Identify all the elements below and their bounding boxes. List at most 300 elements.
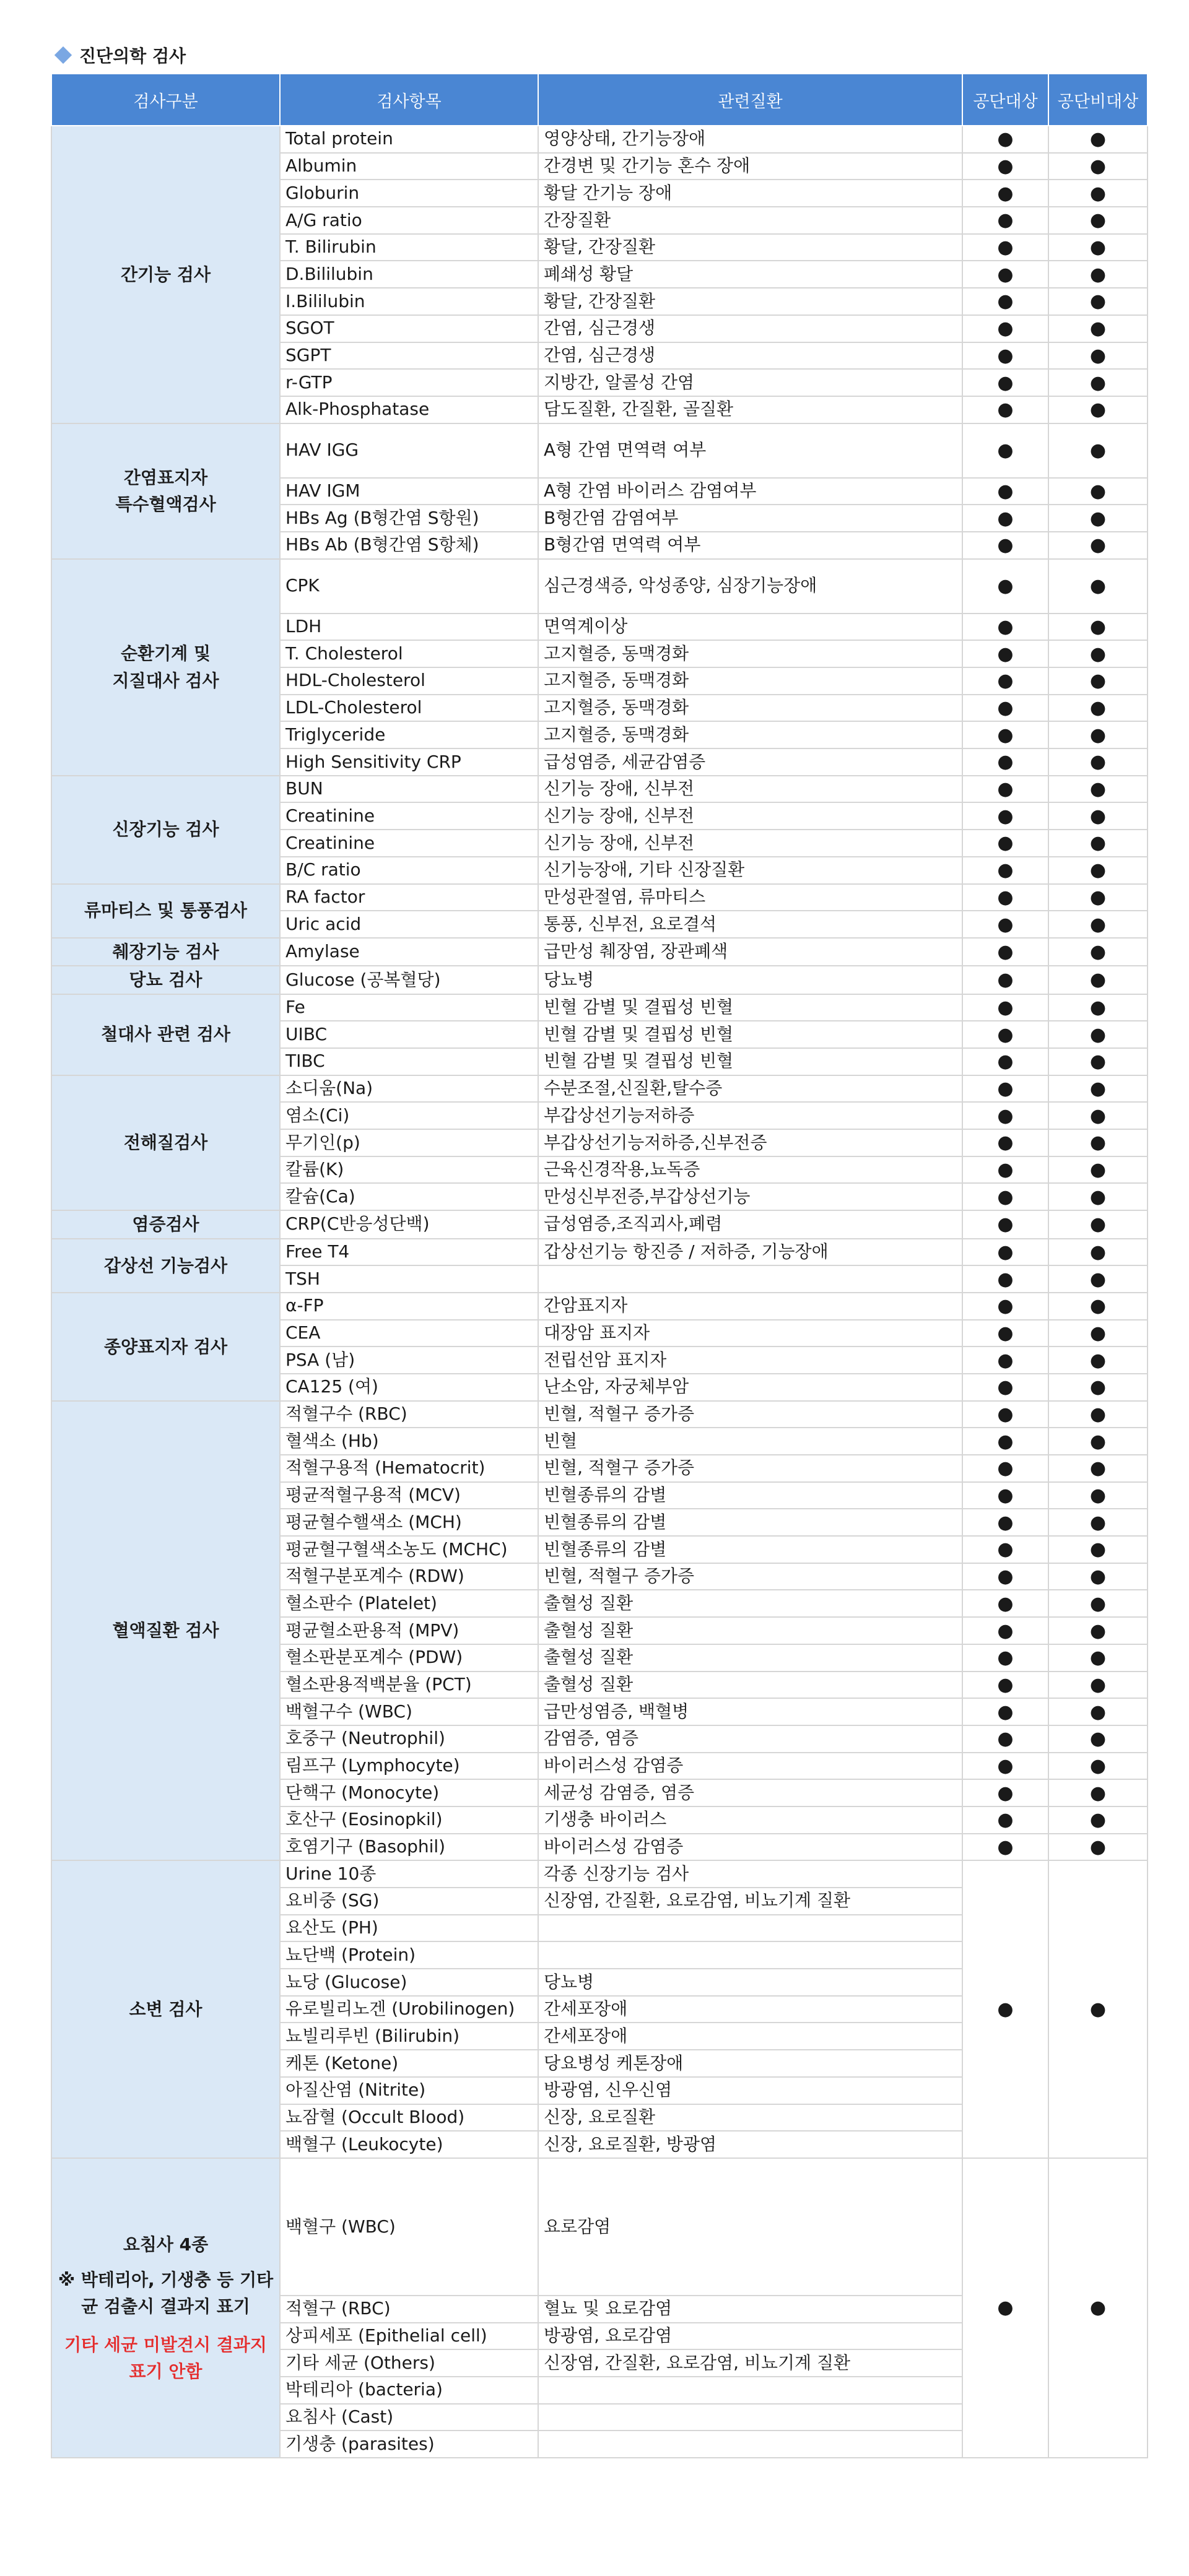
covered-dot: ●: [962, 532, 1048, 559]
not-covered-dot: ●: [1048, 1048, 1148, 1075]
not-covered-dot: ●: [1048, 1320, 1148, 1347]
related-disease: 각종 신장기능 검사: [538, 1860, 962, 1888]
exam-table: [51, 73, 1148, 2458]
exam-item: Free T4: [280, 1239, 538, 1266]
covered-dot: ●: [962, 1021, 1048, 1048]
covered-dot: ●: [962, 1834, 1048, 1861]
not-covered-dot: ●: [1048, 1183, 1148, 1210]
not-covered-dot: ●: [1048, 369, 1148, 396]
covered-dot: ●: [962, 1048, 1048, 1075]
exam-item: 단핵구 (Monocyte): [280, 1779, 538, 1806]
covered-dot: ●: [962, 1183, 1048, 1210]
not-covered-dot: ●: [1048, 1347, 1148, 1374]
table-row: [51, 1239, 1148, 1266]
category-cell: [51, 559, 280, 776]
exam-item: HBs Ab (B형간염 S항체): [280, 532, 538, 559]
exam-item: 칼륨(K): [280, 1156, 538, 1184]
related-disease: [538, 1265, 962, 1293]
covered-dot: ●: [962, 369, 1048, 396]
exam-item: I.Bililubin: [280, 288, 538, 315]
exam-item: 기타 세균 (Others): [280, 2349, 538, 2377]
covered-dot: ●: [962, 1753, 1048, 1780]
covered-dot: ●: [962, 1401, 1048, 1428]
category-cell: [51, 1860, 280, 2158]
related-disease: 신장염, 간질환, 요로감염, 비뇨기계 질환: [538, 1888, 962, 1915]
related-disease: 심근경색증, 악성종양, 심장기능장애: [538, 559, 962, 614]
covered-dot: ●: [962, 667, 1048, 695]
not-covered-dot: ●: [1048, 1806, 1148, 1834]
covered-dot: ●: [962, 695, 1048, 722]
covered-dot: ●: [962, 1129, 1048, 1156]
exam-item: 뇨당 (Glucose): [280, 1969, 538, 1996]
exam-item: 소디움(Na): [280, 1075, 538, 1103]
related-disease: 방광염, 요로감염: [538, 2323, 962, 2350]
category-label: 요침사 4종: [123, 2234, 209, 2255]
category-cell: [51, 1210, 280, 1238]
exam-item: BUN: [280, 776, 538, 803]
related-disease: 급성염증,조직괴사,폐렴: [538, 1210, 962, 1238]
not-covered-dot: ●: [1048, 261, 1148, 288]
covered-dot: ●: [962, 1590, 1048, 1617]
related-disease: 빈혈, 적혈구 증가증: [538, 1563, 962, 1590]
related-disease: 황달, 간장질환: [538, 288, 962, 315]
related-disease: 부갑상선기능저하증,신부전증: [538, 1129, 962, 1156]
covered-dot: ●: [962, 721, 1048, 748]
related-disease: 출혈성 질환: [538, 1672, 962, 1699]
covered-dot: ●: [962, 1644, 1048, 1672]
not-covered-dot: ●: [1048, 1428, 1148, 1455]
sediment-note: ※ 박테리아, 기생충 등 기타균 검출시 결과지 표기: [58, 2269, 274, 2317]
exam-item: 무기인(p): [280, 1129, 538, 1156]
not-covered-dot: ●: [1048, 315, 1148, 342]
category-label: 간염표지자 특수혈액검사: [115, 467, 216, 515]
table-header-row: [51, 74, 1148, 126]
related-disease: 바이러스성 감염증: [538, 1753, 962, 1780]
not-covered-dot: ●: [1048, 1129, 1148, 1156]
related-disease: 혈뇨 및 요로감염: [538, 2296, 962, 2323]
not-covered-dot: ●: [1048, 857, 1148, 884]
related-disease: 만성관절염, 류마티스: [538, 884, 962, 911]
category-cell: [51, 1401, 280, 1861]
covered-dot: ●: [962, 126, 1048, 153]
header-item: 검사항목: [280, 74, 538, 126]
not-covered-dot: ●: [1048, 695, 1148, 722]
exam-item: D.Bililubin: [280, 261, 538, 288]
related-disease: 난소암, 자궁체부암: [538, 1374, 962, 1401]
section-heading: [51, 41, 1147, 69]
table-row: [51, 1293, 1148, 1320]
category-cell: [51, 1075, 280, 1210]
category-label: 소변 검사: [129, 1998, 203, 2019]
exam-item: 백혈구수 (WBC): [280, 1698, 538, 1725]
related-disease: 고지혈증, 동맥경화: [538, 640, 962, 667]
not-covered-dot: ●: [1048, 1156, 1148, 1184]
exam-item: RA factor: [280, 884, 538, 911]
not-covered-dot: ●: [1048, 153, 1148, 180]
table-row: [51, 994, 1148, 1021]
related-disease: 급만성 췌장염, 장관폐색: [538, 938, 962, 966]
exam-item: Glucose (공복혈당): [280, 966, 538, 994]
related-disease: 대장암 표지자: [538, 1320, 962, 1347]
related-disease: 폐쇄성 황달: [538, 261, 962, 288]
category-cell: [51, 126, 280, 423]
exam-item: r-GTP: [280, 369, 538, 396]
table-row: [51, 1075, 1148, 1103]
not-covered-dot: ●: [1048, 1672, 1148, 1699]
related-disease: 전립선암 표지자: [538, 1347, 962, 1374]
category-label: 전해질검사: [123, 1132, 208, 1153]
not-covered-dot: ●: [1048, 1021, 1148, 1048]
exam-item: 혈소판용적백분율 (PCT): [280, 1672, 538, 1699]
covered-dot: ●: [962, 1482, 1048, 1509]
exam-item: UIBC: [280, 1021, 538, 1048]
covered-dot: ●: [962, 1455, 1048, 1482]
table-row: [51, 559, 1148, 614]
covered-dot: ●: [962, 559, 1048, 614]
covered-dot: ●: [962, 2158, 1048, 2458]
exam-item: 호염기구 (Basophil): [280, 1834, 538, 1861]
not-covered-dot: ●: [1048, 532, 1148, 559]
related-disease: 고지혈증, 동맥경화: [538, 721, 962, 748]
category-label: 혈액질환 검사: [112, 1620, 219, 1641]
exam-item: CPK: [280, 559, 538, 614]
not-covered-dot: ●: [1048, 505, 1148, 532]
related-disease: 감염증, 염증: [538, 1725, 962, 1753]
not-covered-dot: ●: [1048, 1075, 1148, 1103]
not-covered-dot: ●: [1048, 478, 1148, 505]
category-cell: [51, 776, 280, 884]
table-row: [51, 126, 1148, 153]
related-disease: [538, 2431, 962, 2458]
covered-dot: ●: [962, 234, 1048, 261]
exam-item: Amylase: [280, 938, 538, 966]
category-label: 신장기능 검사: [112, 819, 219, 840]
covered-dot: ●: [962, 1779, 1048, 1806]
related-disease: 신장, 요로질환, 방광염: [538, 2131, 962, 2158]
exam-item: 백혈구 (Leukocyte): [280, 2131, 538, 2158]
covered-dot: ●: [962, 505, 1048, 532]
diamond-bullet-icon: [54, 46, 72, 64]
not-covered-dot: ●: [1048, 207, 1148, 234]
covered-dot: ●: [962, 1563, 1048, 1590]
exam-item: Uric acid: [280, 911, 538, 938]
related-disease: 빈혈: [538, 1428, 962, 1455]
category-cell: [51, 994, 280, 1075]
exam-item: CA125 (여): [280, 1374, 538, 1401]
covered-dot: ●: [962, 423, 1048, 478]
exam-item: 요산도 (PH): [280, 1915, 538, 1942]
exam-item: HAV IGG: [280, 423, 538, 478]
not-covered-dot: ●: [1048, 423, 1148, 478]
exam-item: 적혈구수 (RBC): [280, 1401, 538, 1428]
category-cell: [51, 938, 280, 966]
not-covered-dot: ●: [1048, 1753, 1148, 1780]
not-covered-dot: ●: [1048, 126, 1148, 153]
header-not-covered: 공단비대상: [1048, 74, 1148, 126]
exam-item: 평균혈소판용적 (MPV): [280, 1617, 538, 1644]
category-cell: [51, 2158, 280, 2458]
exam-item: 상피세포 (Epithelial cell): [280, 2323, 538, 2350]
not-covered-dot: ●: [1048, 396, 1148, 423]
not-covered-dot: ●: [1048, 994, 1148, 1021]
covered-dot: ●: [962, 153, 1048, 180]
covered-dot: ●: [962, 1672, 1048, 1699]
covered-dot: ●: [962, 1725, 1048, 1753]
table-row: [51, 776, 1148, 803]
exam-item: 혈소판분포계수 (PDW): [280, 1644, 538, 1672]
exam-item: High Sensitivity CRP: [280, 748, 538, 776]
related-disease: 영양상태, 간기능장애: [538, 126, 962, 153]
table-row: [51, 1210, 1148, 1238]
not-covered-dot: ●: [1048, 1374, 1148, 1401]
exam-item: 적혈구분포계수 (RDW): [280, 1563, 538, 1590]
covered-dot: ●: [962, 966, 1048, 994]
covered-dot: ●: [962, 748, 1048, 776]
related-disease: 당뇨병: [538, 1969, 962, 1996]
exam-item: T. Bilirubin: [280, 234, 538, 261]
not-covered-dot: ●: [1048, 640, 1148, 667]
covered-dot: ●: [962, 1536, 1048, 1563]
category-cell: [51, 1239, 280, 1293]
exam-item: SGPT: [280, 342, 538, 370]
related-disease: 출혈성 질환: [538, 1590, 962, 1617]
related-disease: 빈혈 감별 및 결핍성 빈혈: [538, 994, 962, 1021]
exam-item: LDH: [280, 614, 538, 641]
exam-item: A/G ratio: [280, 207, 538, 234]
table-row: [51, 884, 1148, 911]
related-disease: 황달 간기능 장애: [538, 180, 962, 207]
not-covered-dot: ●: [1048, 911, 1148, 938]
exam-item: Alk-Phosphatase: [280, 396, 538, 423]
covered-dot: ●: [962, 1102, 1048, 1129]
covered-dot: ●: [962, 884, 1048, 911]
related-disease: 신기능 장애, 신부전: [538, 830, 962, 857]
not-covered-dot: ●: [1048, 1860, 1148, 2158]
category-cell: [51, 966, 280, 994]
section-title: 진단의학 검사: [79, 46, 186, 66]
not-covered-dot: ●: [1048, 802, 1148, 830]
covered-dot: ●: [962, 1617, 1048, 1644]
related-disease: [538, 1915, 962, 1942]
covered-dot: ●: [962, 1293, 1048, 1320]
category-cell: [51, 423, 280, 559]
covered-dot: ●: [962, 180, 1048, 207]
exam-item: 혈색소 (Hb): [280, 1428, 538, 1455]
exam-item: HAV IGM: [280, 478, 538, 505]
related-disease: 급성염증, 세균감염증: [538, 748, 962, 776]
not-covered-dot: ●: [1048, 614, 1148, 641]
category-label: 염증검사: [132, 1214, 199, 1235]
covered-dot: ●: [962, 1860, 1048, 2158]
covered-dot: ●: [962, 1509, 1048, 1536]
not-covered-dot: ●: [1048, 1265, 1148, 1293]
related-disease: 신장, 요로질환: [538, 2104, 962, 2131]
exam-item: 호산구 (Eosinopkil): [280, 1806, 538, 1834]
exam-item: B/C ratio: [280, 857, 538, 884]
related-disease: 빈혈종류의 감별: [538, 1482, 962, 1509]
related-disease: 간장질환: [538, 207, 962, 234]
related-disease: 신기능 장애, 신부전: [538, 802, 962, 830]
not-covered-dot: ●: [1048, 234, 1148, 261]
related-disease: 지방간, 알콜성 간염: [538, 369, 962, 396]
header-category: 검사구분: [51, 74, 280, 126]
header-covered: 공단대상: [962, 74, 1048, 126]
related-disease: 간암표지자: [538, 1293, 962, 1320]
related-disease: 면역계이상: [538, 614, 962, 641]
not-covered-dot: ●: [1048, 180, 1148, 207]
exam-item: 염소(Ci): [280, 1102, 538, 1129]
covered-dot: ●: [962, 1320, 1048, 1347]
exam-item: PSA (남): [280, 1347, 538, 1374]
related-disease: 갑상선기능 항진증 / 저하증, 기능장애: [538, 1239, 962, 1266]
category-label: 췌장기능 검사: [112, 941, 219, 962]
exam-item: Globurin: [280, 180, 538, 207]
exam-item: 케톤 (Ketone): [280, 2050, 538, 2077]
not-covered-dot: ●: [1048, 966, 1148, 994]
category-label: 종양표지자 검사: [103, 1336, 228, 1357]
exam-item: 유로빌리노겐 (Urobilinogen): [280, 1996, 538, 2023]
related-disease: 통풍, 신부전, 요로결석: [538, 911, 962, 938]
related-disease: [538, 2404, 962, 2431]
category-label: 순환기계 및 지질대사 검사: [112, 643, 219, 691]
covered-dot: ●: [962, 640, 1048, 667]
not-covered-dot: ●: [1048, 1509, 1148, 1536]
related-disease: 고지혈증, 동맥경화: [538, 667, 962, 695]
covered-dot: ●: [962, 994, 1048, 1021]
exam-item: Total protein: [280, 126, 538, 153]
exam-item: Creatinine: [280, 802, 538, 830]
covered-dot: ●: [962, 1239, 1048, 1266]
not-covered-dot: ●: [1048, 1725, 1148, 1753]
exam-item: 뇨단백 (Protein): [280, 1941, 538, 1969]
covered-dot: ●: [962, 288, 1048, 315]
not-covered-dot: ●: [1048, 721, 1148, 748]
exam-item: 호중구 (Neutrophil): [280, 1725, 538, 1753]
table-row: [51, 1860, 1148, 1888]
exam-item: T. Cholesterol: [280, 640, 538, 667]
covered-dot: ●: [962, 911, 1048, 938]
related-disease: 출혈성 질환: [538, 1644, 962, 1672]
covered-dot: ●: [962, 1210, 1048, 1238]
category-label: 철대사 관련 검사: [101, 1024, 230, 1045]
related-disease: 빈혈종류의 감별: [538, 1509, 962, 1536]
covered-dot: ●: [962, 207, 1048, 234]
not-covered-dot: ●: [1048, 830, 1148, 857]
exam-item: α-FP: [280, 1293, 538, 1320]
related-disease: 고지혈증, 동맥경화: [538, 695, 962, 722]
not-covered-dot: ●: [1048, 342, 1148, 370]
exam-item: 아질산염 (Nitrite): [280, 2077, 538, 2104]
exam-item: 뇨잠혈 (Occult Blood): [280, 2104, 538, 2131]
exam-item: 적혈구 (RBC): [280, 2296, 538, 2323]
related-disease: 간세포장애: [538, 2023, 962, 2050]
exam-item: 박테리아 (bacteria): [280, 2377, 538, 2404]
related-disease: 빈혈 감별 및 결핍성 빈혈: [538, 1048, 962, 1075]
covered-dot: ●: [962, 342, 1048, 370]
not-covered-dot: ●: [1048, 1563, 1148, 1590]
exam-item: 평균혈수핼색소 (MCH): [280, 1509, 538, 1536]
exam-item: HDL-Cholesterol: [280, 667, 538, 695]
category-label: 간기능 검사: [121, 264, 211, 285]
exam-item: CEA: [280, 1320, 538, 1347]
table-row: [51, 1401, 1148, 1428]
related-disease: 빈혈, 적혈구 증가증: [538, 1455, 962, 1482]
related-disease: [538, 2377, 962, 2404]
not-covered-dot: ●: [1048, 1617, 1148, 1644]
related-disease: 간염, 심근경생: [538, 315, 962, 342]
not-covered-dot: ●: [1048, 776, 1148, 803]
exam-item: 칼슘(Ca): [280, 1183, 538, 1210]
exam-item: Creatinine: [280, 830, 538, 857]
not-covered-dot: ●: [1048, 288, 1148, 315]
table-body: [51, 126, 1148, 2458]
exam-item: Albumin: [280, 153, 538, 180]
exam-item: 적혈구용적 (Hematocrit): [280, 1455, 538, 1482]
not-covered-dot: ●: [1048, 1482, 1148, 1509]
related-disease: A형 간염 면역력 여부: [538, 423, 962, 478]
not-covered-dot: ●: [1048, 1698, 1148, 1725]
related-disease: 담도질환, 간질환, 골질환: [538, 396, 962, 423]
exam-item: SGOT: [280, 315, 538, 342]
related-disease: 기생충 바이러스: [538, 1806, 962, 1834]
not-covered-dot: ●: [1048, 667, 1148, 695]
related-disease: 신기능 장애, 신부전: [538, 776, 962, 803]
not-covered-dot: ●: [1048, 1590, 1148, 1617]
not-covered-dot: ●: [1048, 1102, 1148, 1129]
not-covered-dot: ●: [1048, 1401, 1148, 1428]
exam-item: TIBC: [280, 1048, 538, 1075]
not-covered-dot: ●: [1048, 938, 1148, 966]
covered-dot: ●: [962, 1428, 1048, 1455]
covered-dot: ●: [962, 1075, 1048, 1103]
exam-item: 요비중 (SG): [280, 1888, 538, 1915]
related-disease: 근육신경작용,뇨독증: [538, 1156, 962, 1184]
exam-item: LDL-Cholesterol: [280, 695, 538, 722]
related-disease: 방광염, 신우신염: [538, 2077, 962, 2104]
exam-item: 요침사 (Cast): [280, 2404, 538, 2431]
covered-dot: ●: [962, 1156, 1048, 1184]
related-disease: 급만성염증, 백혈병: [538, 1698, 962, 1725]
covered-dot: ●: [962, 802, 1048, 830]
not-covered-dot: ●: [1048, 2158, 1148, 2458]
exam-item: 뇨빌리루빈 (Bilirubin): [280, 2023, 538, 2050]
exam-item: TSH: [280, 1265, 538, 1293]
related-disease: 수분조절,신질환,탈수증: [538, 1075, 962, 1103]
related-disease: 만성신부전증,부갑상선기능: [538, 1183, 962, 1210]
related-disease: 황달, 간장질환: [538, 234, 962, 261]
related-disease: B형간염 감염여부: [538, 505, 962, 532]
covered-dot: ●: [962, 1806, 1048, 1834]
related-disease: 신기능장애, 기타 신장질환: [538, 857, 962, 884]
exam-item: Fe: [280, 994, 538, 1021]
not-covered-dot: ●: [1048, 1455, 1148, 1482]
not-covered-dot: ●: [1048, 1536, 1148, 1563]
related-disease: 빈혈, 적혈구 증가증: [538, 1401, 962, 1428]
not-covered-dot: ●: [1048, 559, 1148, 614]
table-row: [51, 2158, 1148, 2296]
category-cell: [51, 1293, 280, 1401]
exam-item: CRP(C반응성단백): [280, 1210, 538, 1238]
exam-item: 평균적혈구용적 (MCV): [280, 1482, 538, 1509]
covered-dot: ●: [962, 1698, 1048, 1725]
page: [51, 41, 1147, 2458]
related-disease: 출혈성 질환: [538, 1617, 962, 1644]
related-disease: 당요병성 케톤장애: [538, 2050, 962, 2077]
related-disease: [538, 1941, 962, 1969]
category-label: 류마티스 및 통풍검사: [84, 900, 247, 921]
category-cell: [51, 884, 280, 938]
related-disease: 부갑상선기능저하증: [538, 1102, 962, 1129]
